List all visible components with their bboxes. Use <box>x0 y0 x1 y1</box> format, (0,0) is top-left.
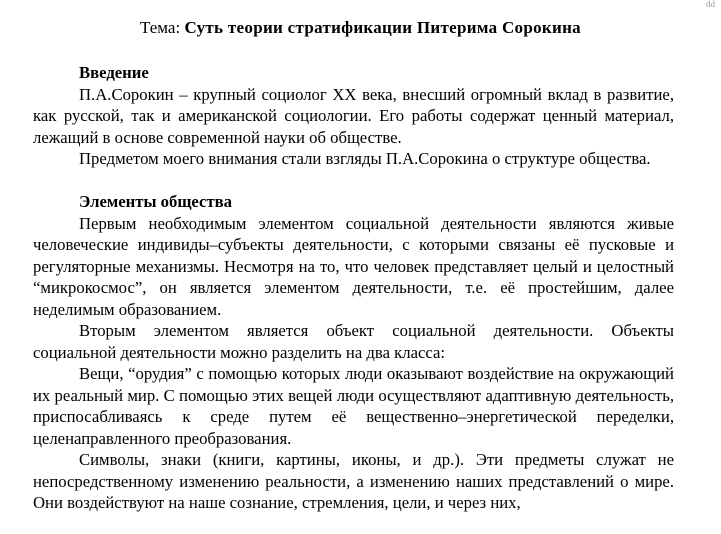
title-text: Суть теории стратификации Питерима Сорокина <box>184 18 581 37</box>
document-title <box>0 16 721 40</box>
document-body <box>33 62 674 514</box>
section-gap <box>33 170 674 192</box>
section-heading-elements: Элементы общества <box>79 192 232 211</box>
section-heading-intro: Введение <box>79 63 149 82</box>
paragraph: Вещи, “орудия” с помощью которых люди оказывают воздействие на окружающий их реальный мир. С помощью этих вещей люди осуществляют адаптивную деятельность, приспосабливаясь к среде путем её вещественно–энергетической переделки, целенаправленного преобразования. <box>33 364 674 448</box>
paragraph: Предметом моего внимания стали взгляды П.А.Сорокина о структуре общества. <box>79 149 651 168</box>
paragraph: Первым необходимым элементом социальной деятельности являются живые человеческие индивиды–субъекты деятельности, с которыми связаны её пусковые и регуляторные механизмы. Несмотря на то, что человек представляет целый и целостный “микрокосмос”, он является элементом деятельности, т.е. её простейшим, далее неделимым образованием. <box>33 213 674 319</box>
paragraph: Символы, знаки (книги, картины, иконы, и др.). Эти предметы служат не непосредственному изменению реальности, а изменению наших представлений о мире. Они воздействуют на наше сознание, стремления, цели, и через них, <box>33 450 674 512</box>
paragraph: П.А.Сорокин – крупный социолог XX века, внесший огромный вклад в развитие, как русской, так и американской социологии. Его работы содержат ценный материал, лежащий в основе современной науки об обществе. <box>33 84 674 147</box>
header-mark: dd <box>706 0 715 9</box>
paragraph: Вторым элементом является объект социальной деятельности. Объекты социальной деятельности можно разделить на два класса: <box>33 321 674 362</box>
title-label: Тема: <box>140 18 185 37</box>
